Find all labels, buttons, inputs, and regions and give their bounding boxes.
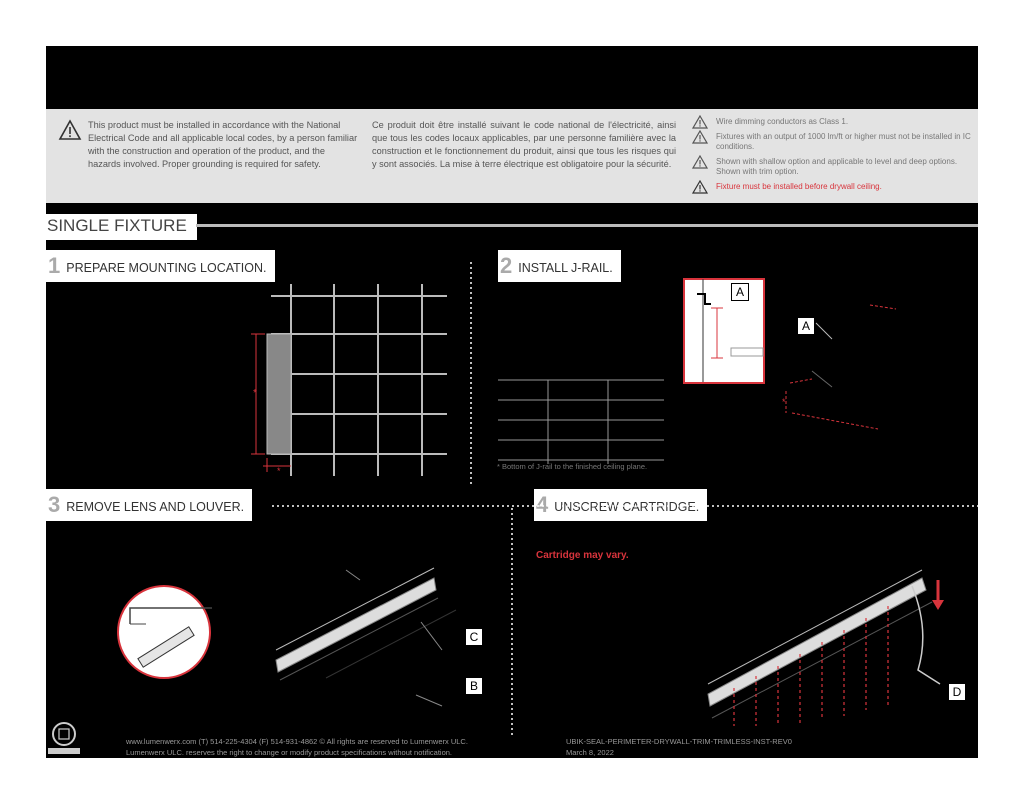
jrail-footnote: * Bottom of J-rail to the finished ceiling plane. [497,462,648,471]
note-text: Fixture must be installed before drywall ceiling. [716,182,882,191]
etl-listed-logo [48,720,84,756]
footer-contact [126,736,468,758]
cartridge-note: Cartridge may vary. [536,550,629,561]
svg-text:*: * [253,388,257,399]
jrail-detail-inset [683,278,765,384]
instruction-sheet [46,46,978,758]
step-3-fixture-drawing [116,520,496,720]
jrail-perspective-drawing [766,301,956,441]
step-text: PREPARE MOUNTING LOCATION. [66,261,267,275]
footer-rights-line: Lumenwerx ULC. reserves the right to change or modify product specifications without notification. [126,748,452,757]
note-text: Wire dimming conductors as Class 1. [716,117,849,126]
step-text: INSTALL J-RAIL. [518,261,613,275]
step-text: UNSCREW CARTRIDGE. [554,500,700,514]
step-text: REMOVE LENS AND LOUVER. [66,500,245,514]
callout-c: C [465,628,483,646]
warning-text-english: This product must be installed in accordance with the National Electrical Code and all applicable local codes, by a person familiar with the construction and operation of the product, and the hazards involved. Proper grounding is required for safety. [88,120,358,169]
callout-b: B [465,677,483,695]
note-text: Fixtures with an output of 1000 lm/ft or higher must not be installed in IC conditions. [716,132,971,151]
callout-a: A [797,317,815,335]
step-number: 3 [48,492,61,517]
down-arrow-icon [932,580,944,610]
callout-d: D [948,683,966,701]
warning-text-french: Ce produit doit être installé suivant le code national de l'électricité, ainsi que tous les codes locaux applicables, par une personne familière avec la construction et le fonctionnement du produit, ainsi que tous les risques qui y sont associés. La mise à terre électrique est obligatoire pour la sécurité. [372,120,676,169]
step-2-jrail-drawing [498,376,668,464]
step-4-fixture-drawing [706,530,956,726]
section-title: SINGLE FIXTURE [46,214,197,240]
step-number: 4 [536,492,549,517]
document-id: UBIK-SEAL-PERIMETER-DRYWALL-TRIM-TRIMLESS-INST-REV0 [566,737,792,746]
footer-contact-line: www.lumenwerx.com (T) 514-225-4304 (F) 514-931-4862 © All rights are reserved to Lumenwerx ULC. [126,737,468,746]
callout-a-inset: A [731,283,749,301]
note-text: Shown with shallow option and applicable to level and deep options. Shown with trim option. [716,157,958,176]
step-number: 1 [48,253,61,278]
footer-document-info [566,736,792,758]
step-1-grid-drawing [251,284,451,476]
svg-text:*: * [277,466,281,476]
document-date: March 8, 2022 [566,748,614,757]
svg-text:*: * [782,397,786,407]
step-number: 2 [500,253,513,278]
